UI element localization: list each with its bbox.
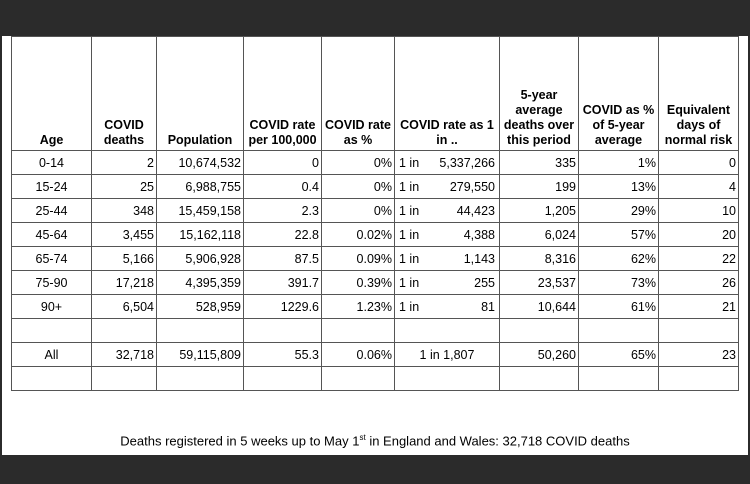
cell-days: 4: [659, 175, 739, 199]
cell-age: 0-14: [12, 151, 92, 175]
cell-avg5: 50,260: [500, 343, 579, 367]
cell-one-in: [395, 199, 500, 223]
table-row: [12, 199, 739, 223]
cell-avg5: 10,644: [500, 295, 579, 319]
cell-deaths: 5,166: [92, 247, 157, 271]
cell-population: 15,162,118: [157, 223, 244, 247]
cell-pct: 0.39%: [322, 271, 395, 295]
cell-one-in: [395, 175, 500, 199]
cell-one-in: [395, 247, 500, 271]
one-in-prefix: 1 in: [399, 155, 420, 170]
cell-avg5: 6,024: [500, 223, 579, 247]
cell-age: 45-64: [12, 223, 92, 247]
cell-days: 20: [659, 223, 739, 247]
footnote-text-end: in England and Wales: 32,718 COVID deaths: [365, 433, 630, 449]
header-covid-deaths: COVID deaths: [92, 37, 157, 151]
cell-pct: 0.09%: [322, 247, 395, 271]
cell-per100k: 0.4: [244, 175, 322, 199]
cell-pct-avg: 65%: [579, 343, 659, 367]
cell-deaths: 6,504: [92, 295, 157, 319]
cell-pct-avg: 1%: [579, 151, 659, 175]
header-population: Population: [157, 37, 244, 151]
cell-pct-avg: 13%: [579, 175, 659, 199]
cell-one-in: [395, 343, 500, 367]
cell-days: 10: [659, 199, 739, 223]
one-in-value: 81: [481, 299, 495, 314]
cell-pct-avg: 61%: [579, 295, 659, 319]
cell-avg5: 199: [500, 175, 579, 199]
cell-pct: 0%: [322, 175, 395, 199]
header-covid-pct-of-average: COVID as % of 5-year average: [579, 37, 659, 151]
cell-days: 26: [659, 271, 739, 295]
cell-per100k: 55.3: [244, 343, 322, 367]
cell-one-in: [395, 271, 500, 295]
cell-days: 23: [659, 343, 739, 367]
cell-one-in: [395, 223, 500, 247]
slide-sheet: [2, 36, 748, 455]
one-in-value: 1,807: [443, 347, 475, 362]
covid-risk-table: [11, 36, 739, 391]
one-in-value: 44,423: [456, 203, 495, 218]
cell-days: 21: [659, 295, 739, 319]
cell-pct: 0.06%: [322, 343, 395, 367]
cell-age: 90+: [12, 295, 92, 319]
cell-days: 0: [659, 151, 739, 175]
one-in-value: 4,388: [463, 227, 495, 242]
one-in-prefix: 1 in: [399, 179, 420, 194]
header-rate-percent: COVID rate as %: [322, 37, 395, 151]
one-in-prefix: 1 in: [399, 203, 420, 218]
cell-avg5: 23,537: [500, 271, 579, 295]
total-row: [12, 343, 739, 367]
one-in-value: 1,143: [463, 251, 495, 266]
one-in-prefix: 1 in: [399, 227, 420, 242]
table-row: [12, 247, 739, 271]
cell-one-in: [395, 151, 500, 175]
cell-days: 22: [659, 247, 739, 271]
header-row: [12, 37, 739, 151]
header-5yr-average: 5-year average deaths over this period: [500, 37, 579, 151]
cell-pct-avg: 62%: [579, 247, 659, 271]
cell-population: 528,959: [157, 295, 244, 319]
cell-per100k: 2.3: [244, 199, 322, 223]
table-row: [12, 175, 739, 199]
table-row: [12, 295, 739, 319]
cell-age: 65-74: [12, 247, 92, 271]
cell-deaths: 25: [92, 175, 157, 199]
footnote-superscript: st: [359, 433, 366, 442]
cell-per100k: 1229.6: [244, 295, 322, 319]
header-rate-one-in: COVID rate as 1 in ..: [395, 37, 500, 151]
header-equivalent-days: Equivalent days of normal risk: [659, 37, 739, 151]
cell-deaths: 3,455: [92, 223, 157, 247]
cell-population: 4,395,359: [157, 271, 244, 295]
cell-age: 25-44: [12, 199, 92, 223]
cell-pct: 1.23%: [322, 295, 395, 319]
blank-row: [12, 367, 739, 391]
cell-age: All: [12, 343, 92, 367]
header-rate-per-100k: COVID rate per 100,000: [244, 37, 322, 151]
one-in-prefix: 1 in: [399, 299, 420, 314]
cell-pct-avg: 57%: [579, 223, 659, 247]
cell-avg5: 1,205: [500, 199, 579, 223]
cell-age: 15-24: [12, 175, 92, 199]
one-in-value: 255: [474, 275, 495, 290]
cell-population: 6,988,755: [157, 175, 244, 199]
table-row: [12, 271, 739, 295]
table-row: [12, 151, 739, 175]
one-in-value: 279,550: [449, 179, 495, 194]
cell-per100k: 22.8: [244, 223, 322, 247]
one-in-prefix: 1 in: [419, 347, 440, 362]
header-age: Age: [12, 37, 92, 151]
cell-per100k: 391.7: [244, 271, 322, 295]
cell-one-in: [395, 295, 500, 319]
cell-population: 15,459,158: [157, 199, 244, 223]
cell-population: 10,674,532: [157, 151, 244, 175]
one-in-prefix: 1 in: [399, 251, 420, 266]
bottom-bar: [0, 455, 750, 484]
cell-population: 59,115,809: [157, 343, 244, 367]
cell-pct: 0.02%: [322, 223, 395, 247]
table-body: [12, 151, 739, 391]
cell-age: 75-90: [12, 271, 92, 295]
cell-avg5: 8,316: [500, 247, 579, 271]
cell-deaths: 348: [92, 199, 157, 223]
cell-deaths: 2: [92, 151, 157, 175]
blank-row: [12, 319, 739, 343]
cell-avg5: 335: [500, 151, 579, 175]
cell-population: 5,906,928: [157, 247, 244, 271]
cell-pct: 0%: [322, 199, 395, 223]
cell-deaths: 32,718: [92, 343, 157, 367]
cell-pct: 0%: [322, 151, 395, 175]
cell-per100k: 0: [244, 151, 322, 175]
cell-per100k: 87.5: [244, 247, 322, 271]
table-row: [12, 223, 739, 247]
cell-pct-avg: 29%: [579, 199, 659, 223]
cell-deaths: 17,218: [92, 271, 157, 295]
footnote-text: Deaths registered in 5 weeks up to May 1: [120, 433, 360, 449]
one-in-prefix: 1 in: [399, 275, 420, 290]
cell-pct-avg: 73%: [579, 271, 659, 295]
one-in-value: 5,337,266: [439, 155, 495, 170]
footnote: [2, 433, 748, 448]
